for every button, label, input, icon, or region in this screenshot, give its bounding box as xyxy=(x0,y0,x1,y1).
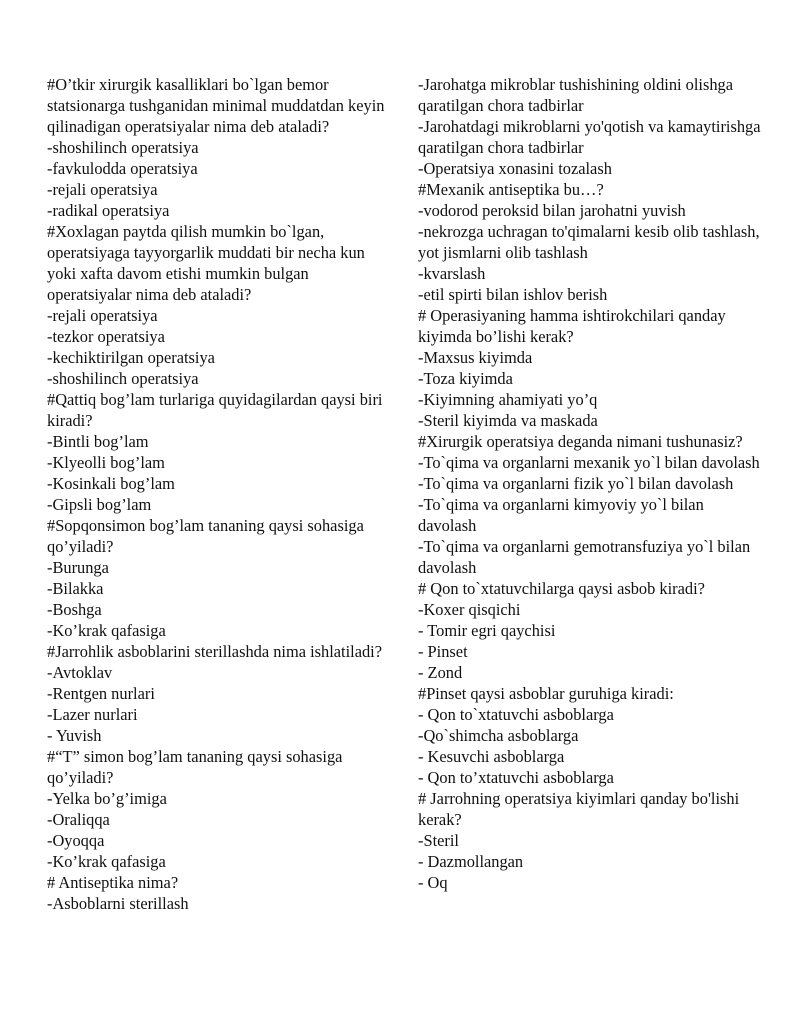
answer-option: -Jarohatga mikroblar tushishining oldini olishga qaratilgan chora tadbirlar xyxy=(418,75,734,115)
answer-option: -Avtoklav xyxy=(47,663,113,682)
answer-option: -Boshga xyxy=(47,600,102,619)
answer-option: - Qon to`xtatuvchi asboblarga xyxy=(418,705,614,724)
answer-option: -kechiktirilgan operatsiya xyxy=(47,348,215,367)
answer-option: -Bilakka xyxy=(47,579,104,598)
question-text: #O’tkir xirurgik kasalliklari bo`lgan bemor statsionarga tushganidan minimal muddatdan keyin qilinadigan operatsiyalar nima deb ataladi? xyxy=(47,75,385,136)
answer-option: - Zond xyxy=(418,663,463,682)
answer-option: - Pinset xyxy=(418,642,468,661)
answer-option: -etil spirti bilan ishlov berish xyxy=(418,285,608,304)
answer-option: - Yuvish xyxy=(47,726,102,745)
question-text: #Mexanik antiseptika bu…? xyxy=(418,180,604,199)
answer-option: -Rentgen nurlari xyxy=(47,684,155,703)
answer-option: -To`qima va organlarni fizik yo`l bilan davolash xyxy=(418,474,734,493)
question-text: #Pinset qaysi asboblar guruhiga kiradi: xyxy=(418,684,674,703)
answer-option: -Oyoqqa xyxy=(47,831,105,850)
answer-option: -Burunga xyxy=(47,558,109,577)
question-text: #Sopqonsimon bog’lam tananing qaysi sohasiga qo’yiladi? xyxy=(47,516,364,556)
question-text: #“T” simon bog’lam tananing qaysi sohasiga qo’yiladi? xyxy=(47,747,343,787)
right-column xyxy=(418,74,763,893)
answer-option: - Oq xyxy=(418,873,448,892)
question-text: # Jarrohning operatsiya kiyimlari qanday bo'lishi kerak? xyxy=(418,789,740,829)
answer-option: -Kiyimning ahamiyati yo’q xyxy=(418,390,598,409)
answer-option: -To`qima va organlarni mexanik yo`l bilan davolash xyxy=(418,453,760,472)
answer-option: -kvarslash xyxy=(418,264,486,283)
answer-option: -Koxer qisqichi xyxy=(418,600,521,619)
answer-option: -shoshilinch operatsiya xyxy=(47,369,199,388)
answer-option: -Steril kiyimda va maskada xyxy=(418,411,598,430)
question-text: #Xirurgik operatsiya deganda nimani tushunasiz? xyxy=(418,432,743,451)
answer-option: -Bintli bog’lam xyxy=(47,432,149,451)
answer-option: -shoshilinch operatsiya xyxy=(47,138,199,157)
answer-option: -Asboblarni sterillash xyxy=(47,894,189,913)
answer-option: -radikal operatsiya xyxy=(47,201,170,220)
answer-option: - Tomir egri qaychisi xyxy=(418,621,556,640)
answer-option: -vodorod peroksid bilan jarohatni yuvish xyxy=(418,201,686,220)
answer-option: -tezkor operatsiya xyxy=(47,327,165,346)
question-text: #Jarrohlik asboblarini sterillashda nima ishlatiladi? xyxy=(47,642,383,661)
answer-option: -Toza kiyimda xyxy=(418,369,513,388)
answer-option: - Kesuvchi asboblarga xyxy=(418,747,565,766)
question-text: # Antiseptika nima? xyxy=(47,873,179,892)
answer-option: -Ko’krak qafasiga xyxy=(47,852,166,871)
answer-option: -Jarohatdagi mikroblarni yo'qotish va kamaytirishga qaratilgan chora tadbirlar xyxy=(418,117,761,157)
answer-option: - Qon to’xtatuvchi asboblarga xyxy=(418,768,614,787)
answer-option: -Yelka bo’g’imiga xyxy=(47,789,167,808)
answer-option: -nekrozga uchragan to'qimalarni kesib olib tashlash, yot jismlarni olib tashlash xyxy=(418,222,760,262)
question-text: # Operasiyaning hamma ishtirokchilari qanday kiyimda bo’lishi kerak? xyxy=(418,306,726,346)
left-column xyxy=(47,74,387,914)
answer-option: -To`qima va organlarni gemotransfuziya yo`l bilan davolash xyxy=(418,537,751,577)
question-text: #Qattiq bog’lam turlariga quyidagilardan qaysi biri kiradi? xyxy=(47,390,383,430)
answer-option: -Kosinkali bog’lam xyxy=(47,474,175,493)
answer-option: -Qo`shimcha asboblarga xyxy=(418,726,579,745)
answer-option: -To`qima va organlarni kimyoviy yo`l bilan davolash xyxy=(418,495,704,535)
answer-option: -rejali operatsiya xyxy=(47,180,158,199)
answer-option: -Operatsiya xonasini tozalash xyxy=(418,159,612,178)
answer-option: -Gipsli bog’lam xyxy=(47,495,152,514)
answer-option: -Maxsus kiyimda xyxy=(418,348,533,367)
answer-option: -Lazer nurlari xyxy=(47,705,138,724)
answer-option: -Steril xyxy=(418,831,459,850)
answer-option: -favkulodda operatsiya xyxy=(47,159,198,178)
answer-option: -Ko’krak qafasiga xyxy=(47,621,166,640)
question-text: #Xoxlagan paytda qilish mumkin bo`lgan, operatsiyaga tayyorgarlik muddati bir necha kun yoki xafta davom etishi mumkin bulgan operatsiyalar nima deb ataladi? xyxy=(47,222,365,304)
answer-option: -Oraliqqa xyxy=(47,810,110,829)
answer-option: -rejali operatsiya xyxy=(47,306,158,325)
question-text: # Qon to`xtatuvchilarga qaysi asbob kiradi? xyxy=(418,579,705,598)
answer-option: - Dazmollangan xyxy=(418,852,524,871)
answer-option: -Klyeolli bog’lam xyxy=(47,453,165,472)
